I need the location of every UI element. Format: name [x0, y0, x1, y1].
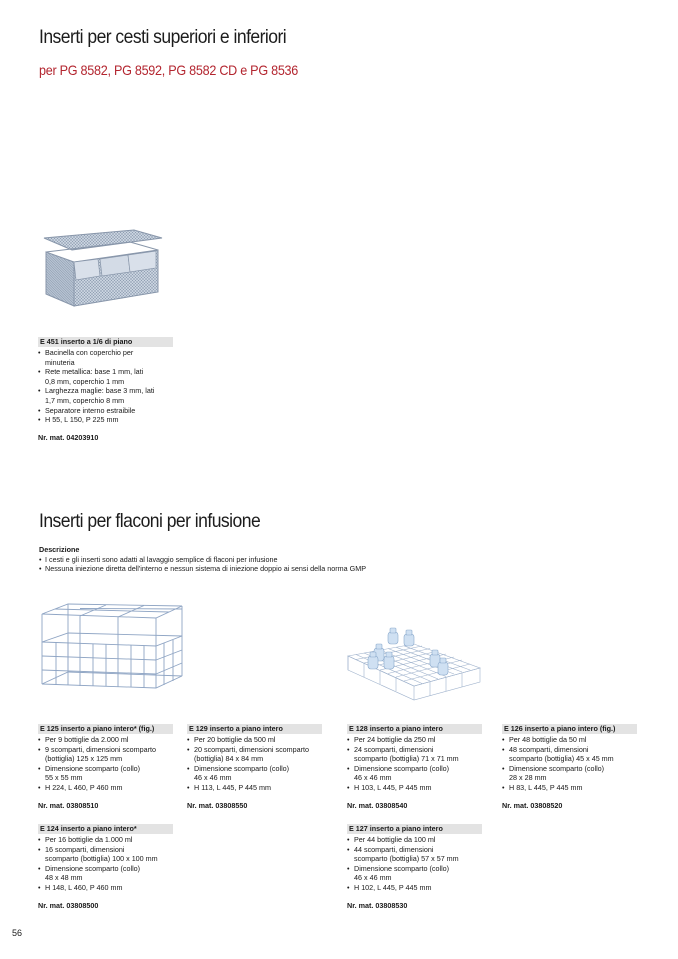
material-number: Nr. mat. 03808500 — [38, 900, 99, 910]
product-title: E 128 inserto a piano intero — [347, 724, 482, 734]
product-bullet: • Rete metallica: base 1 mm, lati 0,8 mm, coperchio 1 mm — [38, 367, 173, 386]
product-e126 — [502, 724, 637, 810]
product-bullet: • Per 44 bottiglie da 100 ml — [347, 835, 482, 845]
product-title: E 126 inserto a piano intero (fig.) — [502, 724, 637, 734]
product-bullet: • H 83, L 445, P 445 mm — [502, 783, 637, 793]
product-bullet: • Per 24 bottiglie da 250 ml — [347, 735, 482, 745]
product-bullet: • 48 scomparti, dimensioni scomparto (bottiglia) 45 x 45 mm — [502, 745, 637, 764]
wire-rack-e126-image — [344, 624, 484, 708]
product-bullet: • 44 scomparti, dimensioni scomparto (bottiglia) 57 x 57 mm — [347, 845, 482, 864]
product-title: E 451 inserto a 1/6 di piano — [38, 337, 173, 347]
description-label: Descrizione — [39, 545, 80, 554]
product-bullet: • Separatore interno estraibile — [38, 406, 173, 416]
page-number: 56 — [12, 928, 23, 938]
product-bullet: • Dimensione scomparto (collo) 28 x 28 mm — [502, 764, 637, 783]
description-item: • Nessuna iniezione diretta dell'interno e nessun sistema di iniezione doppio ai sensi della norma GMP — [39, 564, 639, 574]
product-bullet: • Per 48 bottiglie da 50 ml — [502, 735, 637, 745]
product-bullet: • 9 scomparti, dimensioni scomparto (bottiglia) 125 x 125 mm — [38, 745, 173, 764]
description-block — [39, 545, 639, 574]
material-number: Nr. mat. 03808530 — [347, 900, 408, 910]
material-number: Nr. mat. 03808540 — [347, 800, 408, 810]
description-item: • I cesti e gli inserti sono adatti al lavaggio semplice di flaconi per infusione — [39, 555, 639, 565]
product-e124 — [38, 824, 173, 910]
product-e125 — [38, 724, 173, 810]
product-e127 — [347, 824, 482, 910]
product-bullet: • Dimensione scomparto (collo) 48 x 48 mm — [38, 864, 173, 883]
product-title: E 127 inserto a piano intero — [347, 824, 482, 834]
product-bullet: • Larghezza maglie: base 3 mm, lati 1,7 mm, coperchio 8 mm — [38, 386, 173, 405]
material-number: Nr. mat. 03808550 — [187, 800, 248, 810]
product-title: E 125 inserto a piano intero* (fig.) — [38, 724, 173, 734]
product-title: E 124 inserto a piano intero* — [38, 824, 173, 834]
product-bullet: • Dimensione scomparto (collo) 46 x 46 mm — [187, 764, 322, 783]
product-bullet: • Bacinella con coperchio per minuteria — [38, 348, 173, 367]
product-e129 — [187, 724, 322, 810]
product-bullet: • H 55, L 150, P 225 mm — [38, 415, 173, 425]
product-bullet: • Dimensione scomparto (collo) 46 x 46 mm — [347, 864, 482, 883]
product-bullet: • Per 16 bottiglie da 1.000 ml — [38, 835, 173, 845]
material-number: Nr. mat. 03808510 — [38, 800, 99, 810]
mesh-tray-image — [38, 228, 163, 326]
product-bullet: • H 224, L 460, P 460 mm — [38, 783, 173, 793]
material-number: Nr. mat. 03808520 — [502, 800, 563, 810]
product-bullet: • Dimensione scomparto (collo) 55 x 55 mm — [38, 764, 173, 783]
product-bullet: • Per 20 bottiglie da 500 ml — [187, 735, 322, 745]
material-number: Nr. mat. 04203910 — [38, 432, 99, 442]
product-title: E 129 inserto a piano intero — [187, 724, 322, 734]
product-bullet: • 24 scomparti, dimensioni scomparto (bottiglia) 71 x 71 mm — [347, 745, 482, 764]
page-title: Inserti per cesti superiori e inferiori — [39, 26, 287, 48]
product-bullet: • 16 scomparti, dimensioni scomparto (bottiglia) 100 x 100 mm — [38, 845, 173, 864]
product-bullet: • Per 9 bottiglie da 2.000 ml — [38, 735, 173, 745]
product-bullet: • 20 scomparti, dimensioni scomparto (bottiglia) 84 x 84 mm — [187, 745, 322, 764]
product-e128 — [347, 724, 482, 810]
product-bullet: • H 102, L 445, P 445 mm — [347, 883, 482, 893]
product-bullet: • H 103, L 445, P 445 mm — [347, 783, 482, 793]
product-e451 — [38, 337, 173, 442]
wire-rack-e125-image — [38, 600, 183, 698]
product-bullet: • Dimensione scomparto (collo) 46 x 46 mm — [347, 764, 482, 783]
section-title: Inserti per flaconi per infusione — [39, 510, 261, 532]
page-subtitle: per PG 8582, PG 8592, PG 8582 CD e PG 8536 — [39, 62, 299, 78]
product-bullet: • H 113, L 445, P 445 mm — [187, 783, 322, 793]
product-bullet: • H 148, L 460, P 460 mm — [38, 883, 173, 893]
